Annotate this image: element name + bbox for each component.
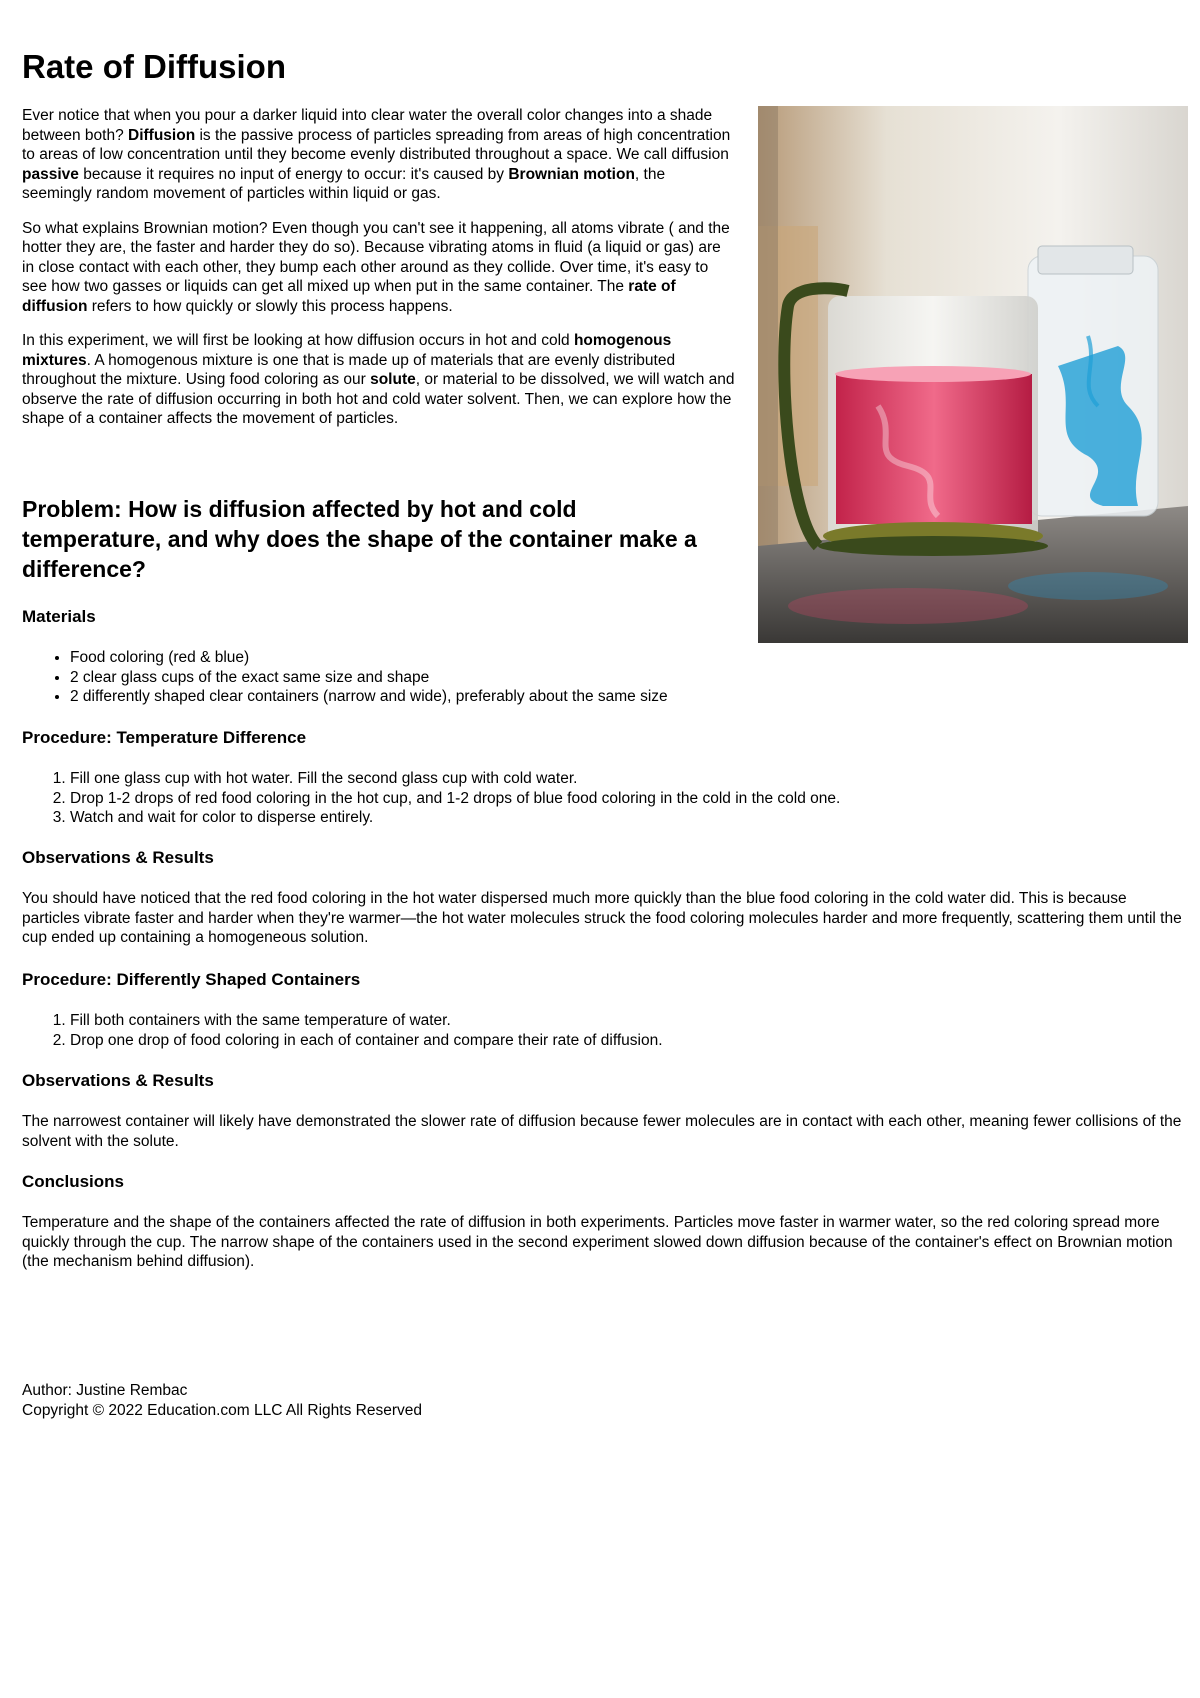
bold-term: passive (22, 165, 79, 183)
observations-section-2 (22, 1070, 1182, 1151)
observations-heading-1: Observations & Results (22, 848, 214, 867)
procedure-step: 1. Fill both containers with the same temperature of water. (70, 1011, 1182, 1031)
procedure-containers-steps (22, 1011, 1182, 1050)
text-run: is the passive process of particles spreading from areas of high concentration to areas of low concentration until they become evenly distributed throughout a space. We call diffusion (22, 126, 731, 163)
problem-heading: Problem: How is diffusion affected by hot and cold temperature, and why does the shape of the container make a difference? (22, 496, 697, 582)
materials-section (22, 606, 1182, 707)
author-line: Author: Justine Rembac (22, 1382, 188, 1399)
procedure-step: 2. Drop 1-2 drops of red food coloring in the hot cup, and 1-2 drops of blue food coloring in the cold in the cold one. (70, 789, 1182, 809)
text-run: Ever notice that when you pour a darker liquid into clear water the overall color changes into a shade between both? (22, 107, 713, 144)
procedure-temperature-steps (22, 769, 1182, 828)
text-run: So what explains Brownian motion? Even though you can't see it happening, all atoms vibrate ( and the hotter they are, the faster and harder they do so). Because vibrating atoms in fluid (a liquid or gas) are in close contact with each other, they bump each other around as they collide. Over time, it's easy to see how two gasses or liquids can get all mixed up when put in the same container. The (22, 219, 730, 295)
procedure-step: 2. Drop one drop of food coloring in each of container and compare their rate of diffusion. (70, 1031, 1182, 1051)
procedure-step: 3. Watch and wait for color to disperse entirely. (70, 808, 1182, 828)
text-run: , or material to be dissolved, we will watch and observe the rate of diffusion occurring in both hot and cold water solvent. Then, we can explore how the shape of a container affects the movement of particles. (22, 371, 735, 427)
text-run: refers to how quickly or slowly this process happens. (87, 297, 453, 315)
bold-term: solute (370, 371, 416, 388)
text-run: because it requires no input of energy to occur: it's caused by (78, 165, 509, 183)
copyright-line: Copyright © 2022 Education.com LLC All Rights Reserved (22, 1401, 422, 1419)
observations-heading-2: Observations & Results (22, 1071, 214, 1090)
materials-list (22, 648, 1182, 707)
bold-term: Diffusion (128, 126, 196, 144)
intro-paragraph-3 (22, 331, 736, 429)
bold-term: rate of diffusion (22, 278, 676, 315)
footer (22, 1381, 1182, 1420)
conclusions-text: Temperature and the shape of the containers affected the rate of diffusion in both experiments. Particles move faster in warmer water, so the red coloring spread more quickly through the cup. The narrow shape of the containers used in the second experiment slowed down diffusion because of the container's effect on Brownian motion (the mechanism behind diffusion). (22, 1214, 1173, 1270)
page-title: Rate of Diffusion (22, 48, 286, 85)
text-run: . A homogenous mixture is one that is made up of materials that are evenly distributed throughout the mixture. Using food coloring as our (22, 351, 676, 388)
observations-text-2: The narrowest container will likely have demonstrated the slower rate of diffusion because fewer molecules are in contact with each other, meaning fewer collisions of the solvent with the solute. (22, 1113, 1182, 1150)
materials-item: • 2 clear glass cups of the exact same size and shape (70, 668, 1182, 688)
observations-text-1: You should have noticed that the red food coloring in the hot water dispersed much more quickly than the blue food coloring in the cold water did. This is because particles vibrate faster and harder when they're warmer—the hot water molecules struck the food coloring molecules harder and more frequently, scattering them until the cup ended up containing a homogeneous solution. (22, 890, 1182, 946)
procedure-temperature-section (22, 727, 1182, 828)
conclusions-section (22, 1171, 1182, 1272)
intro-paragraph-1 (22, 106, 736, 204)
procedure-step: 1. Fill one glass cup with hot water. Fill the second glass cup with cold water. (70, 769, 1182, 789)
text-run: , the seemingly random movement of particles within liquid or gas. (22, 165, 666, 202)
bold-term: Brownian motion (508, 165, 635, 183)
diffusion-photo (758, 106, 1188, 643)
intro-section (22, 106, 736, 444)
text-run: In this experiment, we will first be looking at how diffusion occurs in hot and cold (22, 332, 574, 349)
bold-term: homogenous mixtures (22, 332, 672, 369)
observations-section-1 (22, 847, 1182, 948)
conclusions-heading: Conclusions (22, 1172, 125, 1191)
procedure-containers-section (22, 969, 1182, 1050)
materials-item: • Food coloring (red & blue) (70, 648, 1182, 668)
procedure-containers-heading: Procedure: Differently Shaped Containers (22, 970, 361, 989)
procedure-temperature-heading: Procedure: Temperature Difference (22, 728, 307, 747)
materials-item: • 2 differently shaped clear containers (narrow and wide), preferably about the same size (70, 687, 1182, 707)
materials-heading: Materials (22, 607, 96, 626)
intro-paragraph-2 (22, 219, 736, 317)
